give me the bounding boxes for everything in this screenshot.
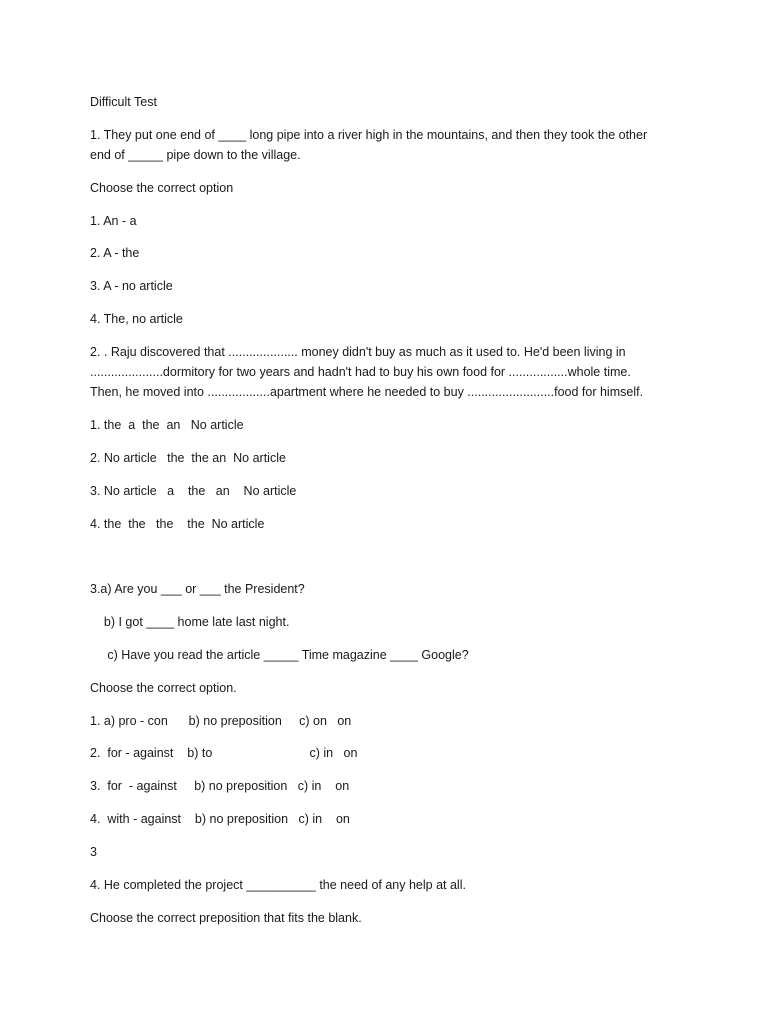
stray-number: 3 (90, 845, 97, 859)
question-2-option-3: 3. No article a the an No article (90, 484, 297, 498)
question-2-option-1: 1. the a the an No article (90, 418, 244, 432)
question-3-instruction: Choose the correct option. (90, 681, 237, 695)
question-3-option-1: 1. a) pro - con b) no preposition c) on on (90, 714, 352, 728)
question-3b-text: b) I got ____ home late last night. (90, 615, 290, 629)
document-title: Difficult Test (90, 95, 157, 109)
question-1-option-4: 4. The, no article (90, 312, 183, 326)
question-3-option-4: 4. with - against b) no preposition c) in on (90, 812, 350, 826)
question-1-option-2: 2. A - the (90, 246, 140, 260)
question-2-text: 2. . Raju discovered that .................... money didn't buy as much as it used to. He'd been living in .....................dormitory for two years and hadn't had to buy his own food for .................whole time. Then, he moved into ..................apartment where he needed to buy .........................food for himself. (90, 345, 644, 399)
question-4-text: 4. He completed the project __________ the need of any help at all. (90, 878, 466, 892)
question-3a-text: 3.a) Are you ___ or ___ the President? (90, 582, 305, 596)
question-1-option-1: 1. An - a (90, 214, 137, 228)
question-3-option-2: 2. for - against b) to c) in on (90, 746, 358, 760)
question-1-option-3: 3. A - no article (90, 279, 173, 293)
question-2-option-4: 4. the the the the No article (90, 517, 265, 531)
question-4-instruction: Choose the correct preposition that fits the blank. (90, 911, 362, 925)
question-1-instruction: Choose the correct option (90, 181, 234, 195)
question-3c-text: c) Have you read the article _____ Time magazine ____ Google? (90, 648, 469, 662)
question-2-option-2: 2. No article the the an No article (90, 451, 286, 465)
question-1-text: 1. They put one end of ____ long pipe into a river high in the mountains, and then they took the other end of _____ pipe down to the village. (90, 128, 648, 162)
question-3-option-3: 3. for - against b) no preposition c) in on (90, 779, 350, 793)
